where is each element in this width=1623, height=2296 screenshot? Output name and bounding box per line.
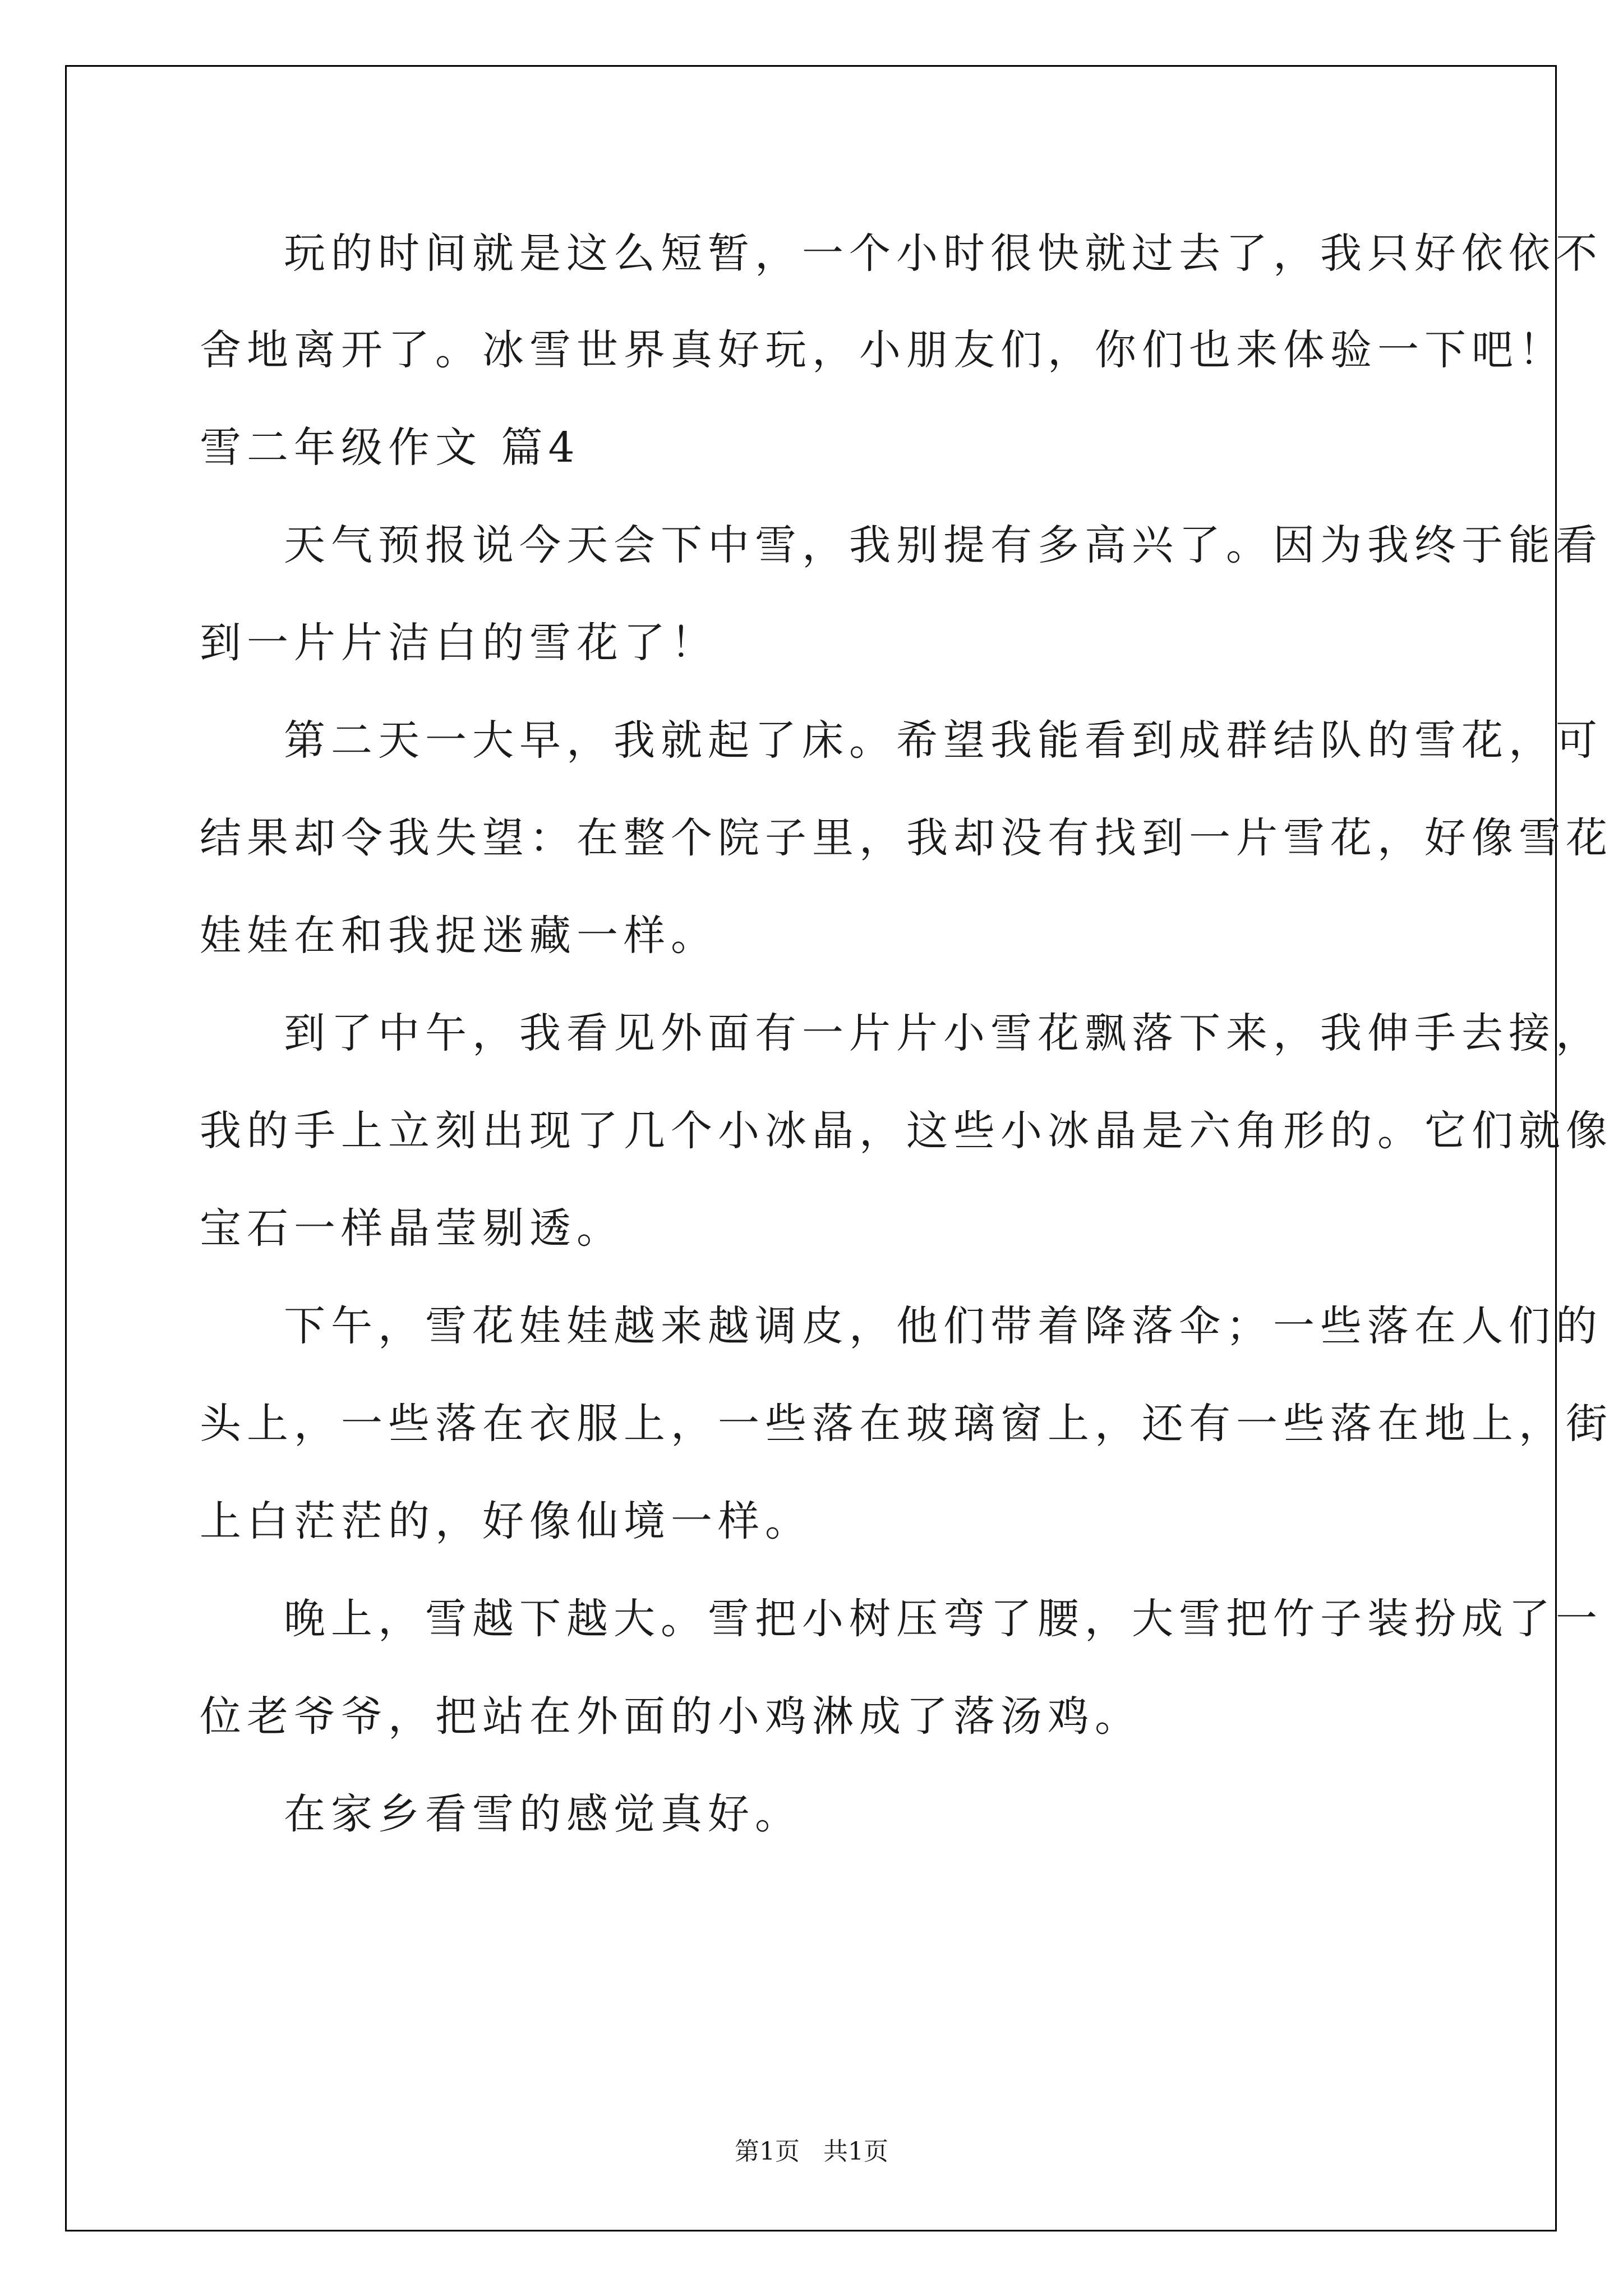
paragraph-line: 头上，一些落在衣服上，一些落在玻璃窗上，还有一些落在地上，街 — [200, 1400, 1613, 1448]
paragraph-line: 结果却令我失望：在整个院子里，我却没有找到一片雪花，好像雪花 — [200, 814, 1613, 862]
paragraph-line: 到了中午，我看见外面有一片片小雪花飘落下来，我伸手去接， — [284, 1009, 1603, 1057]
paragraph-line: 在家乡看雪的感觉真好。 — [284, 1790, 802, 1838]
paragraph-line: 下午，雪花娃娃越来越调皮，他们带着降落伞；一些落在人们的 — [284, 1302, 1603, 1350]
paragraph-line: 娃娃在和我捉迷藏一样。 — [200, 912, 718, 960]
paragraph-line: 上白茫茫的，好像仙境一样。 — [200, 1497, 812, 1545]
paragraph-line: 天气预报说今天会下中雪，我别提有多高兴了。因为我终于能看 — [284, 521, 1603, 569]
paragraph-line: 晚上，雪越下越大。雪把小树压弯了腰，大雪把竹子装扮成了一 — [284, 1595, 1603, 1643]
paragraph-line: 位老爷爷，把站在外面的小鸡淋成了落汤鸡。 — [200, 1692, 1142, 1741]
page-number-footer: 第1页 共1页 — [735, 2137, 888, 2166]
paragraph-line: 玩的时间就是这么短暂，一个小时很快就过去了，我只好依依不 — [284, 229, 1603, 278]
paragraph-line: 宝石一样晶莹剔透。 — [200, 1204, 624, 1253]
section-heading: 雪二年级作文 篇4 — [200, 424, 580, 472]
paragraph-line: 舍地离开了。冰雪世界真好玩，小朋友们，你们也来体验一下吧！ — [200, 326, 1566, 374]
paragraph-line: 第二天一大早，我就起了床。希望我能看到成群结队的雪花，可 — [284, 716, 1603, 765]
paragraph-line: 我的手上立刻出现了几个小冰晶，这些小冰晶是六角形的。它们就像 — [200, 1107, 1613, 1155]
paragraph-line: 到一片片洁白的雪花了！ — [200, 619, 718, 667]
